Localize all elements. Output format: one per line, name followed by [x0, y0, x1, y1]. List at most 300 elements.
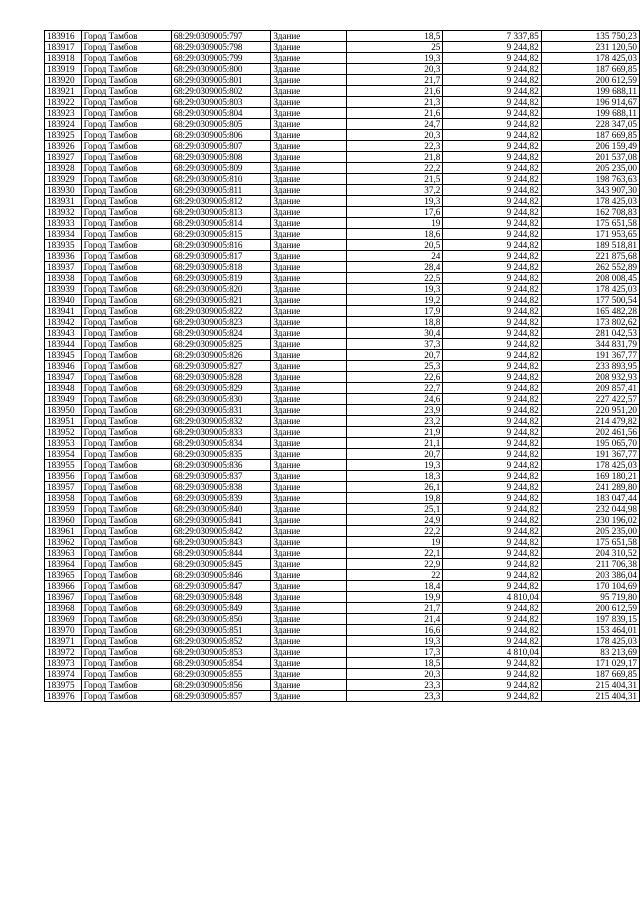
specific-value-cell: 9 244,82: [443, 449, 541, 460]
table-row: [45, 31, 640, 42]
table-row: [45, 207, 640, 218]
specific-value-cell: 9 244,82: [443, 317, 541, 328]
area-cell: 21,7: [347, 603, 443, 614]
specific-value-cell: 7 337,85: [443, 31, 541, 42]
object-id-cell: 183922: [45, 97, 82, 108]
object-id-cell: 183936: [45, 251, 82, 262]
table-row: [45, 603, 640, 614]
area-cell: 19,2: [347, 295, 443, 306]
cadastral-value-cell: 215 404,31: [541, 680, 639, 691]
cadastral-number-cell: 68:29:0309005:820: [171, 284, 271, 295]
object-type-cell: Здание: [271, 262, 347, 273]
city-cell: Город Тамбов: [81, 647, 171, 658]
cadastral-value-cell: 196 914,67: [541, 97, 639, 108]
cadastral-number-cell: 68:29:0309005:816: [171, 240, 271, 251]
specific-value-cell: 9 244,82: [443, 537, 541, 548]
object-type-cell: Здание: [271, 86, 347, 97]
table-row: [45, 427, 640, 438]
object-id-cell: 183923: [45, 108, 82, 119]
table-row: [45, 97, 640, 108]
area-cell: 25,3: [347, 361, 443, 372]
object-id-cell: 183947: [45, 372, 82, 383]
table-row: [45, 174, 640, 185]
city-cell: Город Тамбов: [81, 548, 171, 559]
object-type-cell: Здание: [271, 130, 347, 141]
cadastral-value-cell: 208 932,93: [541, 372, 639, 383]
object-id-cell: 183974: [45, 669, 82, 680]
object-type-cell: Здание: [271, 328, 347, 339]
object-type-cell: Здание: [271, 229, 347, 240]
object-id-cell: 183976: [45, 691, 82, 702]
city-cell: Город Тамбов: [81, 449, 171, 460]
object-id-cell: 183932: [45, 207, 82, 218]
city-cell: Город Тамбов: [81, 471, 171, 482]
object-id-cell: 183925: [45, 130, 82, 141]
area-cell: 19: [347, 537, 443, 548]
cadastral-value-cell: 343 907,30: [541, 185, 639, 196]
area-cell: 22: [347, 570, 443, 581]
table-row: [45, 614, 640, 625]
city-cell: Город Тамбов: [81, 350, 171, 361]
specific-value-cell: 9 244,82: [443, 174, 541, 185]
cadastral-value-cell: 344 831,79: [541, 339, 639, 350]
object-type-cell: Здание: [271, 449, 347, 460]
cadastral-value-cell: 175 651,58: [541, 218, 639, 229]
cadastral-value-cell: 221 875,68: [541, 251, 639, 262]
area-cell: 24,6: [347, 394, 443, 405]
object-type-cell: Здание: [271, 493, 347, 504]
object-id-cell: 183926: [45, 141, 82, 152]
specific-value-cell: 9 244,82: [443, 339, 541, 350]
area-cell: 18,5: [347, 31, 443, 42]
cadastral-number-cell: 68:29:0309005:847: [171, 581, 271, 592]
area-cell: 17,9: [347, 306, 443, 317]
cadastral-value-cell: 241 289,80: [541, 482, 639, 493]
table-row: [45, 416, 640, 427]
specific-value-cell: 9 244,82: [443, 691, 541, 702]
specific-value-cell: 9 244,82: [443, 471, 541, 482]
object-id-cell: 183952: [45, 427, 82, 438]
cadastral-value-cell: 199 688,11: [541, 86, 639, 97]
cadastral-value-cell: 189 518,81: [541, 240, 639, 251]
area-cell: 23,2: [347, 416, 443, 427]
object-id-cell: 183954: [45, 449, 82, 460]
cadastral-value-cell: 191 367,77: [541, 350, 639, 361]
cadastral-number-cell: 68:29:0309005:832: [171, 416, 271, 427]
area-cell: 22,5: [347, 273, 443, 284]
object-type-cell: Здание: [271, 196, 347, 207]
object-type-cell: Здание: [271, 592, 347, 603]
object-type-cell: Здание: [271, 471, 347, 482]
city-cell: Город Тамбов: [81, 581, 171, 592]
cadastral-value-cell: 205 235,00: [541, 163, 639, 174]
specific-value-cell: 9 244,82: [443, 284, 541, 295]
object-id-cell: 183927: [45, 152, 82, 163]
area-cell: 20,3: [347, 669, 443, 680]
cadastral-number-cell: 68:29:0309005:821: [171, 295, 271, 306]
cadastral-number-cell: 68:29:0309005:808: [171, 152, 271, 163]
object-id-cell: 183968: [45, 603, 82, 614]
area-cell: 22,3: [347, 141, 443, 152]
specific-value-cell: 9 244,82: [443, 372, 541, 383]
area-cell: 19,3: [347, 284, 443, 295]
specific-value-cell: 9 244,82: [443, 559, 541, 570]
area-cell: 22,7: [347, 383, 443, 394]
area-cell: 22,9: [347, 559, 443, 570]
cadastral-number-cell: 68:29:0309005:811: [171, 185, 271, 196]
specific-value-cell: 9 244,82: [443, 163, 541, 174]
specific-value-cell: 9 244,82: [443, 328, 541, 339]
object-id-cell: 183960: [45, 515, 82, 526]
specific-value-cell: 9 244,82: [443, 416, 541, 427]
cadastral-number-cell: 68:29:0309005:848: [171, 592, 271, 603]
city-cell: Город Тамбов: [81, 394, 171, 405]
area-cell: 22,6: [347, 372, 443, 383]
area-cell: 24,7: [347, 119, 443, 130]
specific-value-cell: 9 244,82: [443, 614, 541, 625]
object-id-cell: 183971: [45, 636, 82, 647]
object-id-cell: 183950: [45, 405, 82, 416]
specific-value-cell: 9 244,82: [443, 229, 541, 240]
table-row: [45, 647, 640, 658]
specific-value-cell: 9 244,82: [443, 75, 541, 86]
object-id-cell: 183961: [45, 526, 82, 537]
cadastral-number-cell: 68:29:0309005:842: [171, 526, 271, 537]
object-id-cell: 183962: [45, 537, 82, 548]
cadastral-value-cell: 187 669,85: [541, 130, 639, 141]
cadastral-value-cell: 83 213,69: [541, 647, 639, 658]
object-id-cell: 183924: [45, 119, 82, 130]
object-type-cell: Здание: [271, 658, 347, 669]
table-row: [45, 361, 640, 372]
cadastral-value-cell: 215 404,31: [541, 691, 639, 702]
object-id-cell: 183975: [45, 680, 82, 691]
city-cell: Город Тамбов: [81, 592, 171, 603]
cadastral-value-cell: 95 719,80: [541, 592, 639, 603]
area-cell: 20,7: [347, 449, 443, 460]
cadastral-value-cell: 230 196,02: [541, 515, 639, 526]
table-row: [45, 581, 640, 592]
area-cell: 21,6: [347, 86, 443, 97]
cadastral-number-cell: 68:29:0309005:824: [171, 328, 271, 339]
object-type-cell: Здание: [271, 515, 347, 526]
cadastral-value-cell: 233 893,95: [541, 361, 639, 372]
cadastral-number-cell: 68:29:0309005:855: [171, 669, 271, 680]
object-type-cell: Здание: [271, 383, 347, 394]
cadastral-number-cell: 68:29:0309005:810: [171, 174, 271, 185]
specific-value-cell: 9 244,82: [443, 636, 541, 647]
table-row: [45, 625, 640, 636]
area-cell: 21,7: [347, 75, 443, 86]
city-cell: Город Тамбов: [81, 53, 171, 64]
cadastral-value-cell: 199 688,11: [541, 108, 639, 119]
city-cell: Город Тамбов: [81, 482, 171, 493]
city-cell: Город Тамбов: [81, 240, 171, 251]
object-type-cell: Здание: [271, 152, 347, 163]
cadastral-value-cell: 211 706,38: [541, 559, 639, 570]
object-type-cell: Здание: [271, 669, 347, 680]
cadastral-value-cell: 195 065,70: [541, 438, 639, 449]
object-id-cell: 183938: [45, 273, 82, 284]
city-cell: Город Тамбов: [81, 262, 171, 273]
object-type-cell: Здание: [271, 284, 347, 295]
area-cell: 23,3: [347, 691, 443, 702]
area-cell: 23,3: [347, 680, 443, 691]
city-cell: Город Тамбов: [81, 31, 171, 42]
cadastral-number-cell: 68:29:0309005:819: [171, 273, 271, 284]
city-cell: Город Тамбов: [81, 680, 171, 691]
object-type-cell: Здание: [271, 559, 347, 570]
cadastral-value-cell: 178 425,03: [541, 284, 639, 295]
table-row: [45, 218, 640, 229]
object-type-cell: Здание: [271, 185, 347, 196]
cadastral-number-cell: 68:29:0309005:809: [171, 163, 271, 174]
area-cell: 28,4: [347, 262, 443, 273]
cadastral-number-cell: 68:29:0309005:800: [171, 64, 271, 75]
table-row: [45, 504, 640, 515]
object-id-cell: 183917: [45, 42, 82, 53]
object-type-cell: Здание: [271, 218, 347, 229]
object-id-cell: 183967: [45, 592, 82, 603]
cadastral-value-cell: 232 044,98: [541, 504, 639, 515]
city-cell: Город Тамбов: [81, 614, 171, 625]
object-id-cell: 183939: [45, 284, 82, 295]
specific-value-cell: 9 244,82: [443, 493, 541, 504]
cadastral-number-cell: 68:29:0309005:854: [171, 658, 271, 669]
area-cell: 21,5: [347, 174, 443, 185]
specific-value-cell: 9 244,82: [443, 262, 541, 273]
specific-value-cell: 9 244,82: [443, 438, 541, 449]
cadastral-number-cell: 68:29:0309005:833: [171, 427, 271, 438]
city-cell: Город Тамбов: [81, 75, 171, 86]
object-id-cell: 183957: [45, 482, 82, 493]
object-id-cell: 183948: [45, 383, 82, 394]
table-row: [45, 306, 640, 317]
cadastral-number-cell: 68:29:0309005:797: [171, 31, 271, 42]
object-id-cell: 183953: [45, 438, 82, 449]
cadastral-value-cell: 175 651,58: [541, 537, 639, 548]
cadastral-value-cell: 178 425,03: [541, 636, 639, 647]
object-id-cell: 183921: [45, 86, 82, 97]
object-type-cell: Здание: [271, 141, 347, 152]
specific-value-cell: 9 244,82: [443, 625, 541, 636]
cadastral-value-cell: 198 763,63: [541, 174, 639, 185]
object-type-cell: Здание: [271, 361, 347, 372]
specific-value-cell: 9 244,82: [443, 97, 541, 108]
table-row: [45, 284, 640, 295]
area-cell: 19,8: [347, 493, 443, 504]
cadastral-number-cell: 68:29:0309005:839: [171, 493, 271, 504]
city-cell: Город Тамбов: [81, 438, 171, 449]
object-type-cell: Здание: [271, 603, 347, 614]
object-type-cell: Здание: [271, 75, 347, 86]
specific-value-cell: 9 244,82: [443, 306, 541, 317]
area-cell: 37,3: [347, 339, 443, 350]
cadastral-number-cell: 68:29:0309005:807: [171, 141, 271, 152]
cadastral-value-cell: 208 008,45: [541, 273, 639, 284]
object-type-cell: Здание: [271, 372, 347, 383]
object-id-cell: 183941: [45, 306, 82, 317]
object-type-cell: Здание: [271, 636, 347, 647]
cadastral-value-cell: 135 750,23: [541, 31, 639, 42]
table-row: [45, 152, 640, 163]
specific-value-cell: 9 244,82: [443, 207, 541, 218]
cadastral-number-cell: 68:29:0309005:846: [171, 570, 271, 581]
specific-value-cell: 9 244,82: [443, 658, 541, 669]
area-cell: 22,2: [347, 526, 443, 537]
cadastral-number-cell: 68:29:0309005:831: [171, 405, 271, 416]
specific-value-cell: 9 244,82: [443, 669, 541, 680]
object-id-cell: 183935: [45, 240, 82, 251]
area-cell: 18,8: [347, 317, 443, 328]
specific-value-cell: 9 244,82: [443, 196, 541, 207]
cadastral-value-cell: 227 422,57: [541, 394, 639, 405]
area-cell: 19: [347, 218, 443, 229]
cadastral-number-cell: 68:29:0309005:851: [171, 625, 271, 636]
object-type-cell: Здание: [271, 339, 347, 350]
object-id-cell: 183956: [45, 471, 82, 482]
cadastral-number-cell: 68:29:0309005:803: [171, 97, 271, 108]
cadastral-value-cell: 231 120,50: [541, 42, 639, 53]
table-row: [45, 229, 640, 240]
object-type-cell: Здание: [271, 108, 347, 119]
object-type-cell: Здание: [271, 174, 347, 185]
specific-value-cell: 9 244,82: [443, 405, 541, 416]
table-row: [45, 42, 640, 53]
object-id-cell: 183920: [45, 75, 82, 86]
object-id-cell: 183949: [45, 394, 82, 405]
cadastral-number-cell: 68:29:0309005:799: [171, 53, 271, 64]
city-cell: Город Тамбов: [81, 339, 171, 350]
table-row: [45, 262, 640, 273]
city-cell: Город Тамбов: [81, 515, 171, 526]
cadastral-value-cell: 178 425,03: [541, 460, 639, 471]
city-cell: Город Тамбов: [81, 229, 171, 240]
city-cell: Город Тамбов: [81, 196, 171, 207]
city-cell: Город Тамбов: [81, 691, 171, 702]
city-cell: Город Тамбов: [81, 295, 171, 306]
table-row: [45, 559, 640, 570]
cadastral-value-cell: 203 386,04: [541, 570, 639, 581]
object-type-cell: Здание: [271, 273, 347, 284]
object-id-cell: 183934: [45, 229, 82, 240]
cadastral-number-cell: 68:29:0309005:823: [171, 317, 271, 328]
object-id-cell: 183928: [45, 163, 82, 174]
city-cell: Город Тамбов: [81, 603, 171, 614]
area-cell: 21,8: [347, 152, 443, 163]
table-row: [45, 515, 640, 526]
object-type-cell: Здание: [271, 427, 347, 438]
cadastral-value-cell: 187 669,85: [541, 669, 639, 680]
cadastral-number-cell: 68:29:0309005:836: [171, 460, 271, 471]
specific-value-cell: 9 244,82: [443, 86, 541, 97]
object-type-cell: Здание: [271, 394, 347, 405]
cadastral-value-cell: 202 461,56: [541, 427, 639, 438]
specific-value-cell: 9 244,82: [443, 185, 541, 196]
specific-value-cell: 9 244,82: [443, 152, 541, 163]
table-row: [45, 196, 640, 207]
area-cell: 18,6: [347, 229, 443, 240]
table-row: [45, 163, 640, 174]
table-row: [45, 64, 640, 75]
cadastral-number-cell: 68:29:0309005:814: [171, 218, 271, 229]
area-cell: 22,1: [347, 548, 443, 559]
table-row: [45, 438, 640, 449]
table-row: [45, 185, 640, 196]
object-id-cell: 183940: [45, 295, 82, 306]
table-row: [45, 394, 640, 405]
specific-value-cell: 4 810,04: [443, 592, 541, 603]
object-type-cell: Здание: [271, 97, 347, 108]
object-id-cell: 183929: [45, 174, 82, 185]
cadastral-value-cell: 209 857,41: [541, 383, 639, 394]
cadastral-number-cell: 68:29:0309005:835: [171, 449, 271, 460]
object-type-cell: Здание: [271, 438, 347, 449]
specific-value-cell: 9 244,82: [443, 460, 541, 471]
specific-value-cell: 9 244,82: [443, 295, 541, 306]
object-type-cell: Здание: [271, 460, 347, 471]
cadastral-value-cell: 177 500,54: [541, 295, 639, 306]
object-type-cell: Здание: [271, 548, 347, 559]
object-id-cell: 183944: [45, 339, 82, 350]
city-cell: Город Тамбов: [81, 636, 171, 647]
area-cell: 21,4: [347, 614, 443, 625]
cadastral-number-cell: 68:29:0309005:849: [171, 603, 271, 614]
table-row: [45, 449, 640, 460]
area-cell: 20,3: [347, 130, 443, 141]
city-cell: Город Тамбов: [81, 306, 171, 317]
specific-value-cell: 9 244,82: [443, 394, 541, 405]
table-row: [45, 328, 640, 339]
city-cell: Город Тамбов: [81, 526, 171, 537]
city-cell: Город Тамбов: [81, 317, 171, 328]
table-row: [45, 273, 640, 284]
specific-value-cell: 9 244,82: [443, 251, 541, 262]
area-cell: 21,1: [347, 438, 443, 449]
city-cell: Город Тамбов: [81, 284, 171, 295]
area-cell: 20,3: [347, 64, 443, 75]
table-row: [45, 526, 640, 537]
cadastral-number-cell: 68:29:0309005:852: [171, 636, 271, 647]
city-cell: Город Тамбов: [81, 185, 171, 196]
object-type-cell: Здание: [271, 31, 347, 42]
city-cell: Город Тамбов: [81, 416, 171, 427]
specific-value-cell: 9 244,82: [443, 383, 541, 394]
cadastral-number-cell: 68:29:0309005:813: [171, 207, 271, 218]
table-row: [45, 108, 640, 119]
table-row: [45, 460, 640, 471]
area-cell: 20,5: [347, 240, 443, 251]
city-cell: Город Тамбов: [81, 658, 171, 669]
cadastral-number-cell: 68:29:0309005:818: [171, 262, 271, 273]
area-cell: 25,1: [347, 504, 443, 515]
cadastral-number-cell: 68:29:0309005:844: [171, 548, 271, 559]
cadastral-value-cell: 197 839,15: [541, 614, 639, 625]
city-cell: Город Тамбов: [81, 537, 171, 548]
cadastral-number-cell: 68:29:0309005:834: [171, 438, 271, 449]
area-cell: 30,4: [347, 328, 443, 339]
object-type-cell: Здание: [271, 251, 347, 262]
specific-value-cell: 9 244,82: [443, 130, 541, 141]
city-cell: Город Тамбов: [81, 504, 171, 515]
city-cell: Город Тамбов: [81, 460, 171, 471]
city-cell: Город Тамбов: [81, 559, 171, 570]
cadastral-number-cell: 68:29:0309005:822: [171, 306, 271, 317]
cadastral-value-cell: 171 953,65: [541, 229, 639, 240]
object-type-cell: Здание: [271, 570, 347, 581]
specific-value-cell: 9 244,82: [443, 680, 541, 691]
cadastral-number-cell: 68:29:0309005:825: [171, 339, 271, 350]
